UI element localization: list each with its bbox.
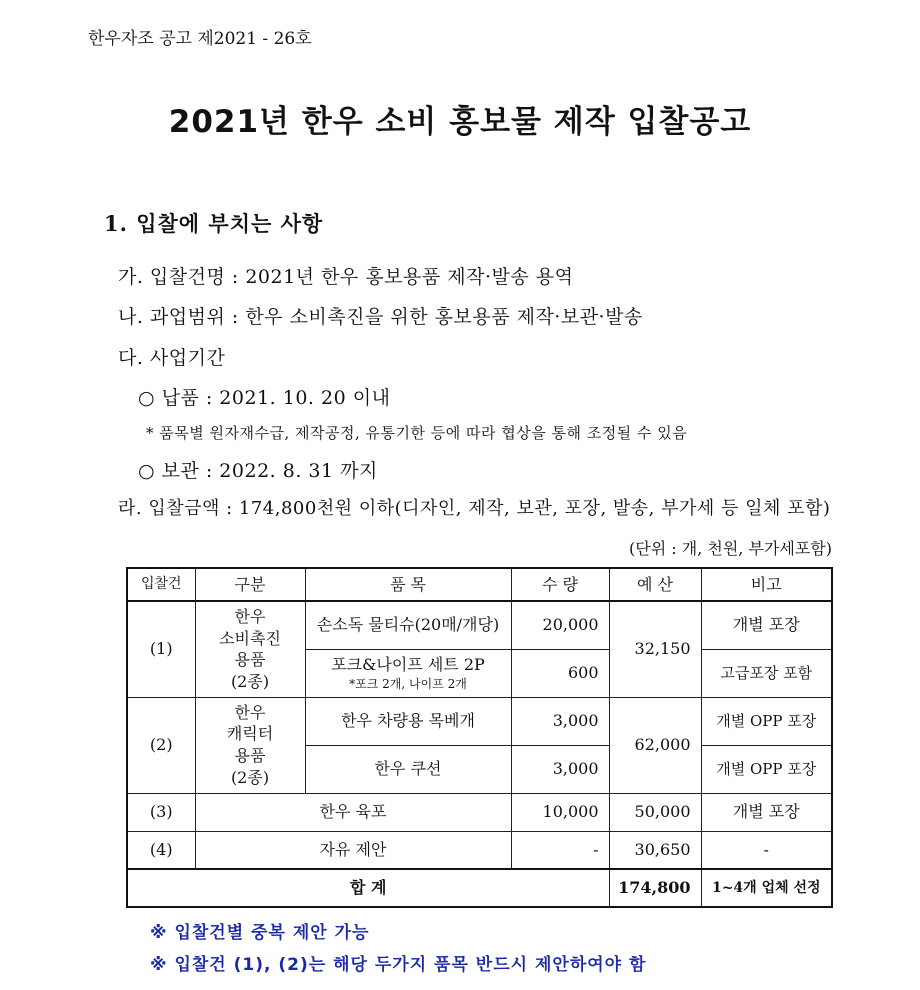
- header-remarks: 비고: [701, 568, 832, 601]
- header-budget: 예 산: [609, 568, 701, 601]
- header-bid-no: 입찰건: [127, 568, 195, 601]
- unit-note: (단위 : 개, 천원, 부가세포함): [629, 539, 832, 558]
- bid-id-4: (4): [127, 831, 195, 869]
- item-remark: 개별 OPP 포장: [701, 745, 832, 793]
- bid-id-2: (2): [127, 697, 195, 793]
- bid-table: [126, 567, 833, 908]
- item-da-period: 다. 사업기간: [118, 347, 226, 369]
- category-1-line: 용품: [234, 650, 266, 670]
- item-remark: 개별 포장: [701, 793, 832, 831]
- category-2-line: 한우: [234, 702, 266, 722]
- footnote-mandatory-items: ※ 입찰건 (1), (2)는 해당 두가지 품목 반드시 제안하여야 함: [150, 955, 647, 975]
- budget-2: 62,000: [609, 697, 701, 793]
- category-2-line: 용품: [234, 746, 266, 765]
- table-row: [127, 601, 832, 649]
- budget-1: 32,150: [609, 601, 701, 697]
- item-remark: 개별 포장: [701, 601, 832, 649]
- item-quantity: 600: [511, 649, 609, 697]
- storage-period: ○ 보관 : 2022. 8. 31 까지: [138, 460, 378, 482]
- budget-3: 50,000: [609, 793, 701, 831]
- category-1-line: 한우: [234, 607, 266, 627]
- bid-id-3: (3): [127, 793, 195, 831]
- budget-4: 30,650: [609, 831, 701, 869]
- delivery-note: * 품목별 원자재수급, 제작공정, 유통기한 등에 따라 협상을 통해 조정될 수 있음: [146, 424, 688, 442]
- item-quantity: 3,000: [511, 745, 609, 793]
- page-title: 2021년 한우 소비 홍보물 제작 입찰공고: [168, 104, 752, 140]
- header-item: 품 목: [305, 568, 511, 601]
- header-category: 구분: [195, 568, 305, 601]
- item-na-scope: 나. 과업범위 : 한우 소비촉진을 위한 홍보용품 제작·보관·발송: [118, 306, 643, 328]
- item-quantity: 3,000: [511, 697, 609, 745]
- item-name-main: 포크&나이프 세트 2P: [331, 655, 485, 675]
- item-name: 한우 쿠션: [305, 745, 511, 793]
- item-name: 한우 차량용 목베개: [305, 697, 511, 745]
- item-name-detail: *포크 2개, 나이프 2개: [349, 676, 467, 691]
- bid-id-1: (1): [127, 601, 195, 697]
- total-budget: 174,800: [609, 869, 701, 907]
- item-remark: 고급포장 포함: [701, 649, 832, 697]
- category-1: [195, 601, 305, 697]
- total-remark: 1~4개 업체 선정: [701, 869, 832, 907]
- item-remark: 개별 OPP 포장: [701, 697, 832, 745]
- document-number: 한우자조 공고 제2021 - 26호: [88, 29, 312, 49]
- total-label: 합 계: [127, 869, 609, 907]
- item-name: 손소독 물티슈(20매/개당): [305, 601, 511, 649]
- total-row: [127, 869, 832, 907]
- item-remark: -: [701, 831, 832, 869]
- item-quantity: -: [511, 831, 609, 869]
- table-row: [127, 697, 832, 745]
- footnote-duplicate-bids: ※ 입찰건별 중복 제안 가능: [150, 923, 370, 943]
- item-ga-bid-name: 가. 입찰건명 : 2021년 한우 홍보용품 제작·발송 용역: [118, 266, 574, 288]
- category-1-line: (2종): [230, 671, 270, 691]
- item-ra-bid-amount: 라. 입찰금액 : 174,800천원 이하(디자인, 제작, 보관, 포장, 발송, 부가세 등 일체 포함): [118, 498, 831, 519]
- delivery-deadline: ○ 납품 : 2021. 10. 20 이내: [138, 387, 391, 409]
- table-row: [127, 793, 832, 831]
- category-2-line: (2종): [230, 767, 270, 787]
- item-quantity: 20,000: [511, 601, 609, 649]
- category-2: [195, 697, 305, 793]
- category-2-line: 캐릭터: [226, 724, 274, 744]
- table-header-row: [127, 568, 832, 601]
- item-name: [305, 649, 511, 697]
- section-heading: 1. 입찰에 부치는 사항: [104, 211, 324, 236]
- item-name: 자유 제안: [195, 831, 511, 869]
- item-quantity: 10,000: [511, 793, 609, 831]
- header-quantity: 수 량: [511, 568, 609, 601]
- item-name: 한우 육포: [195, 793, 511, 831]
- category-1-line: 소비촉진: [219, 628, 281, 648]
- table-row: [127, 831, 832, 869]
